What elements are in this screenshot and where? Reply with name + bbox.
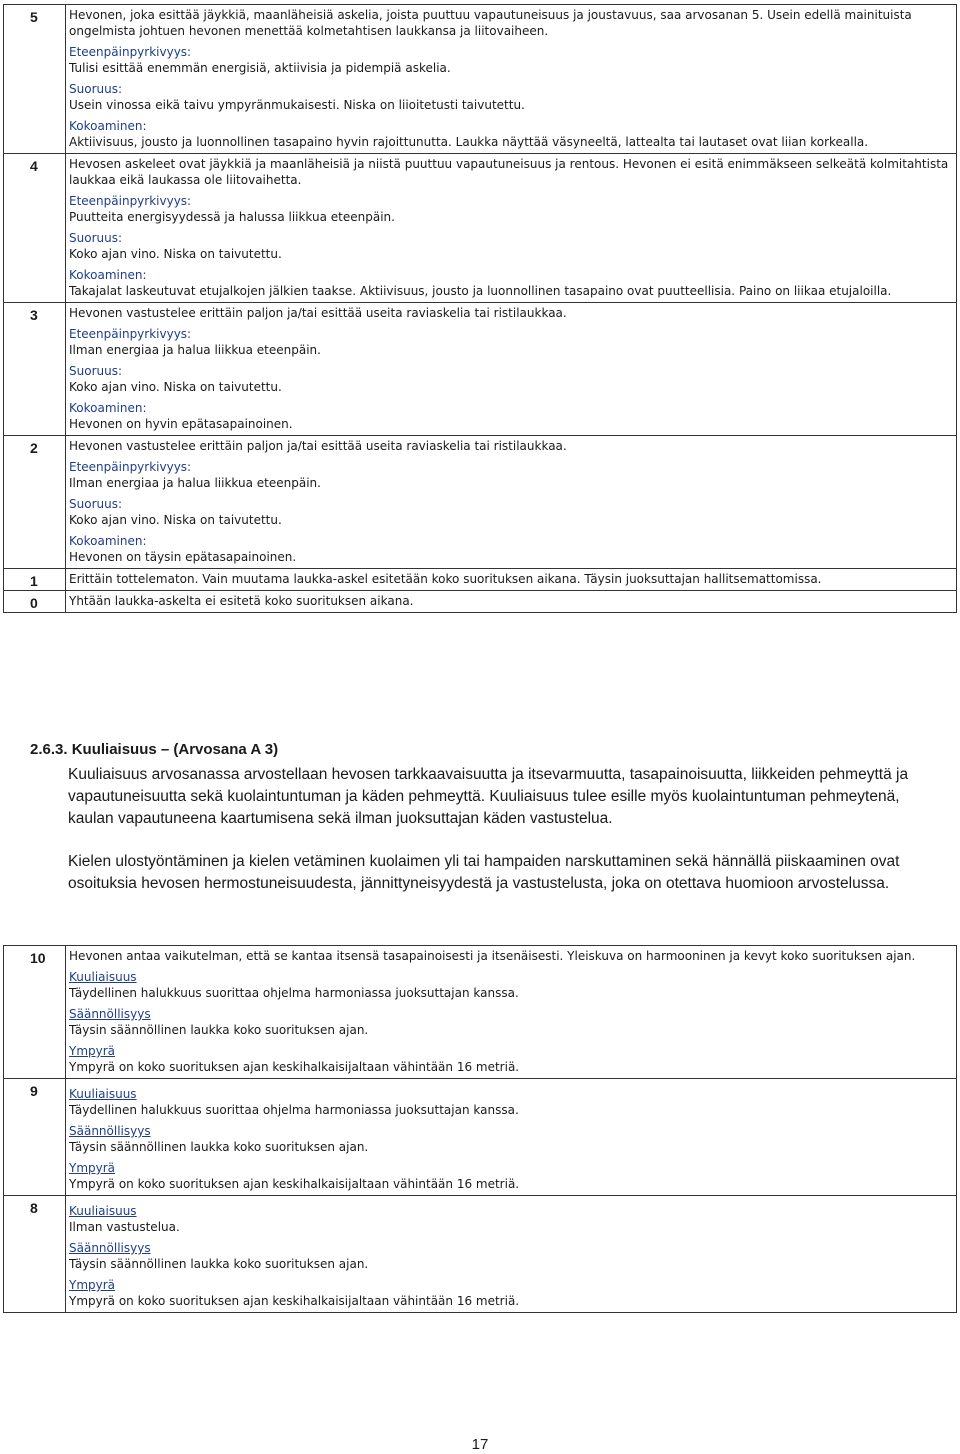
grade-description bbox=[66, 1196, 957, 1313]
table-row bbox=[4, 1079, 957, 1196]
section-paragraph: Kielen ulostyöntäminen ja kielen vetäminen kuolaimen yli tai hampaiden narskuttaminen sekä hännällä piiskaaminen ovat osoituksia hevosen hermostuneisuudesta, jännittyneisyydestä ja vastustelusta, joka on otettava huomioon arvostelussa. bbox=[68, 853, 900, 892]
criterion-text: Ilman energiaa ja halua liikkua eteenpäin. bbox=[69, 476, 321, 490]
criterion-text: Täydellinen halukkuus suorittaa ohjelma harmoniassa juoksuttajan kanssa. bbox=[69, 986, 519, 1000]
criterion-text: Ympyrä on koko suorituksen ajan keskihalkaisijaltaan vähintään 16 metriä. bbox=[69, 1060, 520, 1074]
grade-description bbox=[66, 946, 957, 1079]
criterion-text: Täysin säännöllinen laukka koko suorituksen ajan. bbox=[69, 1140, 369, 1154]
criterion-text: Täysin säännöllinen laukka koko suorituksen ajan. bbox=[69, 1257, 369, 1271]
grade-score: 8 bbox=[4, 1196, 66, 1313]
criterion-label: Eteenpäinpyrkivyys: bbox=[69, 194, 192, 208]
criterion-text: Yhtään laukka-askelta ei esitetä koko suorituksen aikana. bbox=[69, 594, 414, 608]
table-row bbox=[4, 1196, 957, 1313]
gallop-grade-table bbox=[3, 4, 957, 613]
criterion-label: Kuuliaisuus bbox=[69, 970, 137, 984]
table-row bbox=[4, 154, 957, 303]
criterion-label: Säännöllisyys bbox=[69, 1124, 151, 1138]
grade-score: 10 bbox=[4, 946, 66, 1079]
criterion-text: Koko ajan vino. Niska on taivutettu. bbox=[69, 513, 282, 527]
table-row bbox=[4, 5, 957, 154]
criterion-label: Säännöllisyys bbox=[69, 1007, 151, 1021]
grade-score: 0 bbox=[4, 591, 66, 613]
criterion-label: Suoruus: bbox=[69, 82, 123, 96]
criterion-text: Hevonen on hyvin epätasapainoinen. bbox=[69, 417, 293, 431]
criterion-text: Hevonen vastustelee erittäin paljon ja/tai esittää useita raviaskelia tai ristilaukkaa. bbox=[69, 306, 567, 320]
criterion-label: Säännöllisyys bbox=[69, 1241, 151, 1255]
table-row bbox=[4, 303, 957, 436]
table-row bbox=[4, 946, 957, 1079]
criterion-text: Täydellinen halukkuus suorittaa ohjelma harmoniassa juoksuttajan kanssa. bbox=[69, 1103, 519, 1117]
criterion-label: Ympyrä bbox=[69, 1161, 116, 1175]
criterion-label: Eteenpäinpyrkivyys: bbox=[69, 45, 192, 59]
criterion-label: Kuuliaisuus bbox=[69, 1204, 137, 1218]
criterion-text: Hevonen antaa vaikutelman, että se kantaa itsensä tasapainoisesti ja itsenäisesti. Yleiskuva on harmooninen ja kevyt koko suorituksen ajan. bbox=[69, 949, 916, 963]
criterion-text: Ympyrä on koko suorituksen ajan keskihalkaisijaltaan vähintään 16 metriä. bbox=[69, 1177, 520, 1191]
criterion-text: Ilman energiaa ja halua liikkua eteenpäin. bbox=[69, 343, 321, 357]
criterion-text: Ympyrä on koko suorituksen ajan keskihalkaisijaltaan vähintään 16 metriä. bbox=[69, 1294, 520, 1308]
grade-score: 5 bbox=[4, 5, 66, 154]
criterion-text: Hevosen askeleet ovat jäykkiä ja maanläheisiä ja niistä puuttuu vapautuneisuus ja rentous. Hevonen ei esitä enimmäkseen selkeätä kolmitahtista laukkaa eikä laukassa ole liitovaihetta. bbox=[69, 157, 949, 187]
grade-score: 3 bbox=[4, 303, 66, 436]
criterion-text: Täysin säännöllinen laukka koko suorituksen ajan. bbox=[69, 1023, 369, 1037]
grade-description bbox=[66, 436, 957, 569]
criterion-text: Takajalat laskeutuvat etujalkojen jälkien taakse. Aktiivisuus, jousto ja luonnollinen tasapaino ovat puutteellisia. Paino on liikaa etujaloilla. bbox=[69, 284, 892, 298]
grade-description bbox=[66, 591, 957, 613]
criterion-text: Tulisi esittää enemmän energisiä, aktiivisia ja pidempiä askelia. bbox=[69, 61, 451, 75]
grade-score: 1 bbox=[4, 569, 66, 591]
criterion-text: Usein vinossa eikä taivu ympyränmukaisesti. Niska on liioitetusti taivutettu. bbox=[69, 98, 525, 112]
criterion-label: Kokoaminen: bbox=[69, 401, 147, 415]
criterion-label: Ympyrä bbox=[69, 1278, 116, 1292]
obedience-grade-table bbox=[3, 945, 957, 1313]
table-row bbox=[4, 591, 957, 613]
table-row bbox=[4, 436, 957, 569]
grade-description bbox=[66, 303, 957, 436]
section-heading: 2.6.3. Kuuliaisuus – (Arvosana A 3) bbox=[30, 741, 279, 758]
grade-description bbox=[66, 5, 957, 154]
grade-score: 9 bbox=[4, 1079, 66, 1196]
criterion-text: Koko ajan vino. Niska on taivutettu. bbox=[69, 247, 282, 261]
criterion-label: Suoruus: bbox=[69, 231, 123, 245]
grade-description bbox=[66, 569, 957, 591]
criterion-label: Kokoaminen: bbox=[69, 268, 147, 282]
criterion-text: Puutteita energisyydessä ja halussa liikkua eteenpäin. bbox=[69, 210, 395, 224]
grade-score: 4 bbox=[4, 154, 66, 303]
table-row bbox=[4, 569, 957, 591]
criterion-text: Hevonen on täysin epätasapainoinen. bbox=[69, 550, 297, 564]
criterion-label: Ympyrä bbox=[69, 1044, 116, 1058]
criterion-text: Hevonen vastustelee erittäin paljon ja/tai esittää useita raviaskelia tai ristilaukkaa. bbox=[69, 439, 567, 453]
criterion-text: Aktiivisuus, jousto ja luonnollinen tasapaino hyvin rajoittunutta. Laukka näyttää väsyneeltä, lattealta tai lautaset ovat liian korkealla. bbox=[69, 135, 869, 149]
criterion-label: Kokoaminen: bbox=[69, 119, 147, 133]
criterion-label: Eteenpäinpyrkivyys: bbox=[69, 460, 192, 474]
grade-score: 2 bbox=[4, 436, 66, 569]
criterion-label: Kokoaminen: bbox=[69, 534, 147, 548]
criterion-label: Suoruus: bbox=[69, 364, 123, 378]
criterion-label: Kuuliaisuus bbox=[69, 1087, 137, 1101]
section-paragraph: Kuuliaisuus arvosanassa arvostellaan hevosen tarkkaavaisuutta ja itsevarmuutta, tasapainoisuutta, liikkeiden pehmeyttä ja vapautuneisuutta sekä kuolaintuntuman ja käden pehmeyttä. Kuuliaisuus tulee esille myös kuolaintuntuman pehmeytenä, kaulan vapautuneena kaartumisena sekä ilman juoksuttajan käden vastustelua. bbox=[68, 766, 909, 827]
criterion-text: Erittäin tottelematon. Vain muutama laukka-askel esitetään koko suorituksen aikana. Täysin juoksuttajan hallitsemattomissa. bbox=[69, 572, 822, 586]
criterion-text: Ilman vastustelua. bbox=[69, 1220, 180, 1234]
criterion-text: Koko ajan vino. Niska on taivutettu. bbox=[69, 380, 282, 394]
grade-description bbox=[66, 1079, 957, 1196]
criterion-text: Hevonen, joka esittää jäykkiä, maanläheisiä askelia, joista puuttuu vapautuneisuus ja joustavuus, saa arvosanan 5. Usein edellä mainituista ongelmista johtuen hevonen menettää kolmetahtisen laukkansa ja liitovaiheen. bbox=[69, 8, 912, 38]
page-number: 17 bbox=[471, 1436, 489, 1453]
criterion-label: Suoruus: bbox=[69, 497, 123, 511]
criterion-label: Eteenpäinpyrkivyys: bbox=[69, 327, 192, 341]
grade-description bbox=[66, 154, 957, 303]
